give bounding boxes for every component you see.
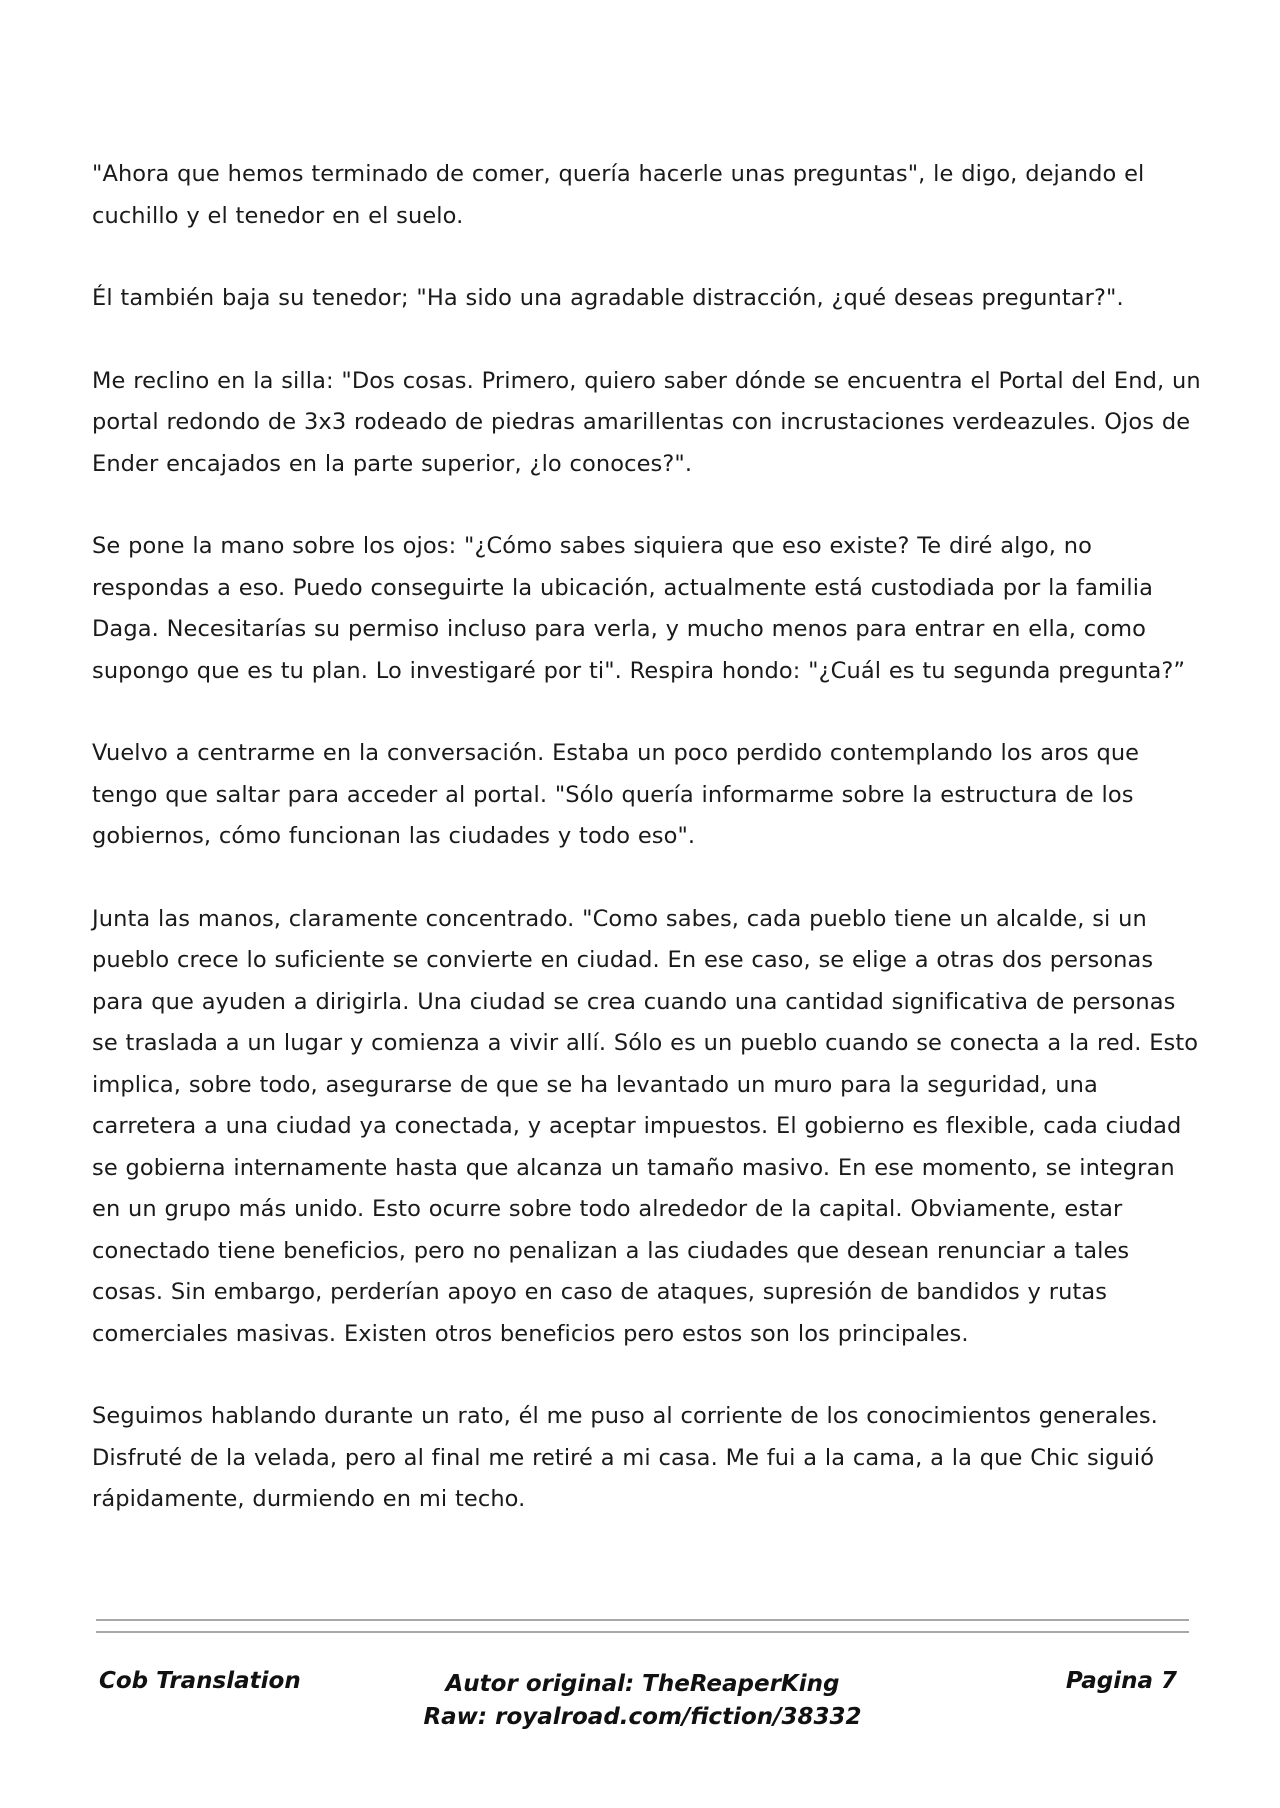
footer-credits [96,1668,1189,1734]
footer-source: Raw: royalroad.com/fiction/38332 [423,1704,862,1730]
footer-author: Autor original: TheReaperKing [445,1671,840,1697]
page-footer [96,1662,1189,1752]
paragraph: Se pone la mano sobre los ojos: "¿Cómo sabes siquiera que eso existe? Te diré algo, no respondas a eso. Puedo conseguirte la ubicación, actualmente está custodiada por la familia Daga. Necesitarías su permiso incluso para verla, y mucho menos para entrar en ella, como supongo que es tu plan. Lo investigaré por ti". Respira hondo: "¿Cuál es tu segunda pregunta?” [92,533,1186,684]
body-text [92,154,1202,1562]
paragraph: Vuelvo a centrarme en la conversación. Estaba un poco perdido contemplando los aros que tengo que saltar para acceder al portal. "Sólo quería informarme sobre la estructura de los gobiernos, cómo funcionan las ciudades y todo eso". [92,740,1140,849]
paragraph: Junta las manos, claramente concentrado. "Como sabes, cada pueblo tiene un alcalde, si un pueblo crece lo suficiente se convierte en ciudad. En ese caso, se elige a otras dos personas para que ayuden a dirigirla. Una ciudad se crea cuando una cantidad significativa de personas se traslada a un lugar y comienza a vivir allí. Sólo es un pueblo cuando se conecta a la red. Esto implica, sobre todo, asegurarse de que se ha levantado un muro para la seguridad, una carretera a una ciudad ya conectada, y aceptar impuestos. El gobierno es flexible, cada ciudad se gobierna internamente hasta que alcanza un tamaño masivo. En ese momento, se integran en un grupo más unido. Esto ocurre sobre todo alrededor de la capital. Obviamente, estar conectado tiene beneficios, pero no penalizan a las ciudades que desean renunciar a tales cosas. Sin embargo, perderían apoyo en caso de ataques, supresión de bandidos y rutas comerciales masivas. Existen otros beneficios pero estos son los principales. [92,905,1199,1347]
footer-translator: Cob Translation [99,1668,301,1694]
paragraph: Seguimos hablando durante un rato, él me puso al corriente de los conocimientos generales. Disfruté de la velada, pero al final me retiré a mi casa. Me fui a la cama, a la que Chic siguió rápidamente, durmiendo en mi techo. [92,1403,1158,1512]
paragraph: Él también baja su tenedor; "Ha sido una agradable distracción, ¿qué deseas preguntar?". [92,285,1124,311]
footer-divider-top [96,1619,1189,1621]
paragraph: Me reclino en la silla: "Dos cosas. Primero, quiero saber dónde se encuentra el Portal del End, un portal redondo de 3x3 rodeado de piedras amarillentas con incrustaciones verdeazules. Ojos de Ender encajados en la parte superior, ¿lo conoces?". [92,367,1201,477]
footer-divider-bottom [96,1631,1189,1633]
paragraph: "Ahora que hemos terminado de comer, quería hacerle unas preguntas", le digo, dejando el cuchillo y el tenedor en el suelo. [92,161,1145,229]
footer-page-number: Pagina 7 [1065,1668,1177,1694]
